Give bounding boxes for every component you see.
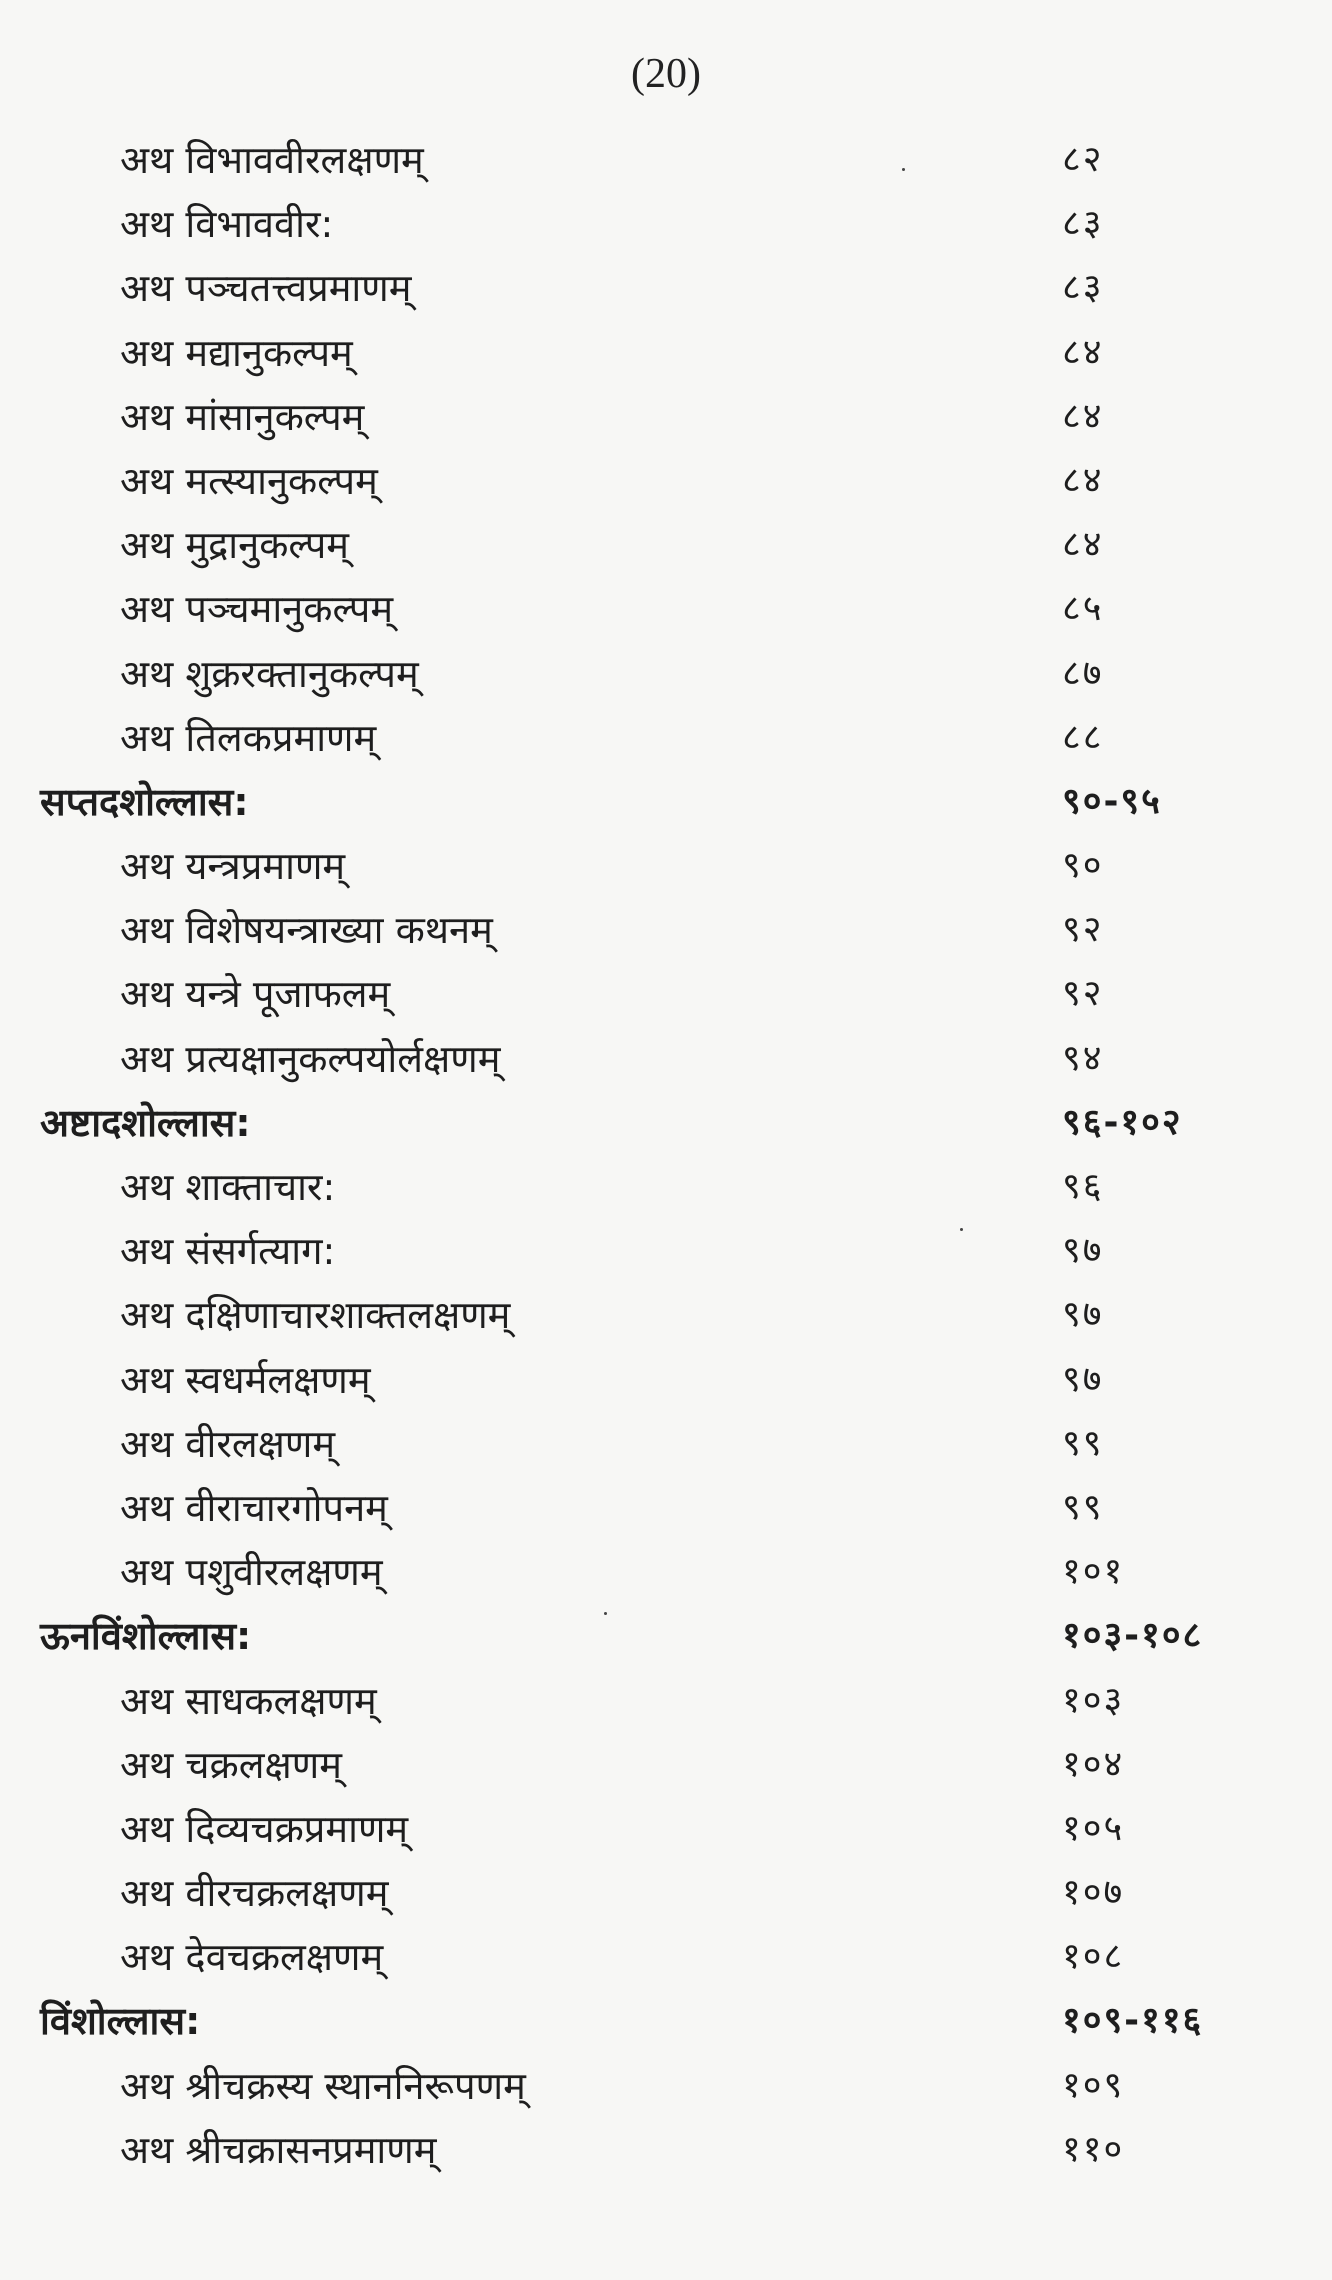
entry-title: अथ देवचक्रलक्षणम्	[120, 1935, 384, 1980]
toc-section-heading	[0, 1091, 1332, 1155]
entry-page-number: ९२	[1062, 909, 1104, 951]
print-speck	[960, 1228, 963, 1231]
entry-title: अथ विशेषयन्त्राख्या कथनम्	[120, 908, 493, 953]
toc-entry	[0, 1733, 1332, 1797]
entry-page-number: ८७	[1062, 652, 1104, 694]
page-number: (20)	[631, 51, 701, 97]
entry-page-number: ९९	[1062, 1422, 1104, 1464]
entry-page-number: ८२	[1062, 139, 1104, 180]
toc-entry	[0, 192, 1332, 256]
section-page-range: ९६-१०२	[1062, 1101, 1183, 1143]
entry-title: अथ स्वधर्मलक्षणम्	[120, 1357, 371, 1402]
entry-title: अथ वीरलक्षणम्	[120, 1421, 336, 1466]
entry-title: अथ वीरचक्रलक्षणम्	[120, 1871, 389, 1916]
toc-entry	[0, 2054, 1332, 2118]
toc-entry	[0, 2118, 1332, 2182]
entry-page-number: १०३	[1062, 1679, 1125, 1721]
entry-title: अथ मत्स्यानुकल्पम्	[120, 458, 378, 503]
entry-page-number: ९६	[1062, 1166, 1104, 1207]
entry-title: अथ शुक्ररक्तानुकल्पम्	[120, 651, 419, 696]
entry-title: अथ यन्त्रे पूजाफलम्	[120, 972, 391, 1017]
toc-section-heading	[0, 1604, 1332, 1668]
toc-entry	[0, 706, 1332, 770]
toc-section-heading	[0, 770, 1332, 834]
entry-page-number: ९७	[1062, 1358, 1104, 1400]
section-title: सप्तदशोल्लास:	[40, 779, 249, 824]
section-title: ऊनविंशोल्लास:	[40, 1614, 252, 1659]
section-page-range: १०९-११६	[1062, 2000, 1204, 2042]
entry-title: अथ मद्यानुकल्पम्	[120, 330, 353, 375]
entry-page-number: ८८	[1062, 716, 1104, 758]
table-of-contents	[0, 128, 1332, 2182]
toc-entry	[0, 1925, 1332, 1989]
entry-title: अथ चक्रलक्षणम्	[120, 1742, 342, 1787]
entry-page-number: ९७	[1062, 1294, 1104, 1336]
entry-title: अथ तिलकप्रमाणम्	[120, 715, 377, 760]
entry-page-number: ९७	[1062, 1230, 1104, 1272]
toc-entry	[0, 898, 1332, 962]
toc-entry	[0, 1797, 1332, 1861]
entry-title: अथ पशुवीरलक्षणम्	[120, 1550, 383, 1595]
toc-section-heading	[0, 1989, 1332, 2053]
entry-page-number: १०४	[1062, 1743, 1125, 1785]
entry-title: अथ विभाववीर:	[120, 202, 334, 247]
toc-entry	[0, 1155, 1332, 1219]
toc-entry	[0, 1669, 1332, 1733]
entry-page-number: ९९	[1062, 1486, 1104, 1528]
entry-page-number: १०९	[1062, 2064, 1125, 2106]
entry-title: अथ संसर्गत्याग:	[120, 1229, 336, 1274]
entry-page-number: ९०	[1062, 845, 1104, 887]
section-page-range: १०३-१०८	[1062, 1615, 1204, 1657]
toc-entry	[0, 834, 1332, 898]
toc-entry	[0, 449, 1332, 513]
section-page-range: ९०-९५	[1062, 780, 1162, 822]
toc-entry	[0, 256, 1332, 320]
toc-entry	[0, 1027, 1332, 1091]
entry-page-number: ८५	[1062, 588, 1104, 630]
section-title: अष्टादशोल्लास:	[40, 1100, 251, 1145]
entry-title: अथ दक्षिणाचारशाक्तलक्षणम्	[120, 1293, 511, 1338]
toc-entry	[0, 642, 1332, 706]
print-speck	[604, 1612, 607, 1615]
entry-title: अथ साधकलक्षणम्	[120, 1678, 377, 1723]
entry-title: अथ शाक्ताचार:	[120, 1165, 336, 1209]
entry-title: अथ पञ्चमानुकल्पम्	[120, 587, 394, 632]
entry-page-number: ९४	[1062, 1037, 1104, 1079]
entry-title: अथ मांसानुकल्पम्	[120, 394, 365, 439]
entry-title: अथ विभाववीरलक्षणम्	[120, 138, 424, 182]
entry-title: अथ यन्त्रप्रमाणम्	[120, 844, 346, 889]
toc-entry	[0, 1219, 1332, 1283]
entry-page-number: ८४	[1062, 331, 1104, 373]
entry-page-number: ८४	[1062, 395, 1104, 437]
toc-entry	[0, 1540, 1332, 1604]
entry-page-number: १०१	[1062, 1551, 1125, 1593]
toc-entry	[0, 1861, 1332, 1925]
entry-page-number: १०७	[1062, 1872, 1125, 1914]
toc-entry	[0, 1348, 1332, 1412]
entry-page-number: ८४	[1062, 459, 1104, 501]
entry-title: अथ दिव्यचक्रप्रमाणम्	[120, 1806, 409, 1851]
entry-page-number: ८४	[1062, 524, 1104, 566]
toc-entry	[0, 962, 1332, 1026]
entry-page-number: ८३	[1062, 203, 1104, 245]
entry-page-number: ९२	[1062, 973, 1104, 1015]
entry-title: अथ पञ्चतत्त्वप्रमाणम्	[120, 266, 412, 311]
section-title: विंशोल्लास:	[40, 1999, 201, 2044]
toc-entry	[0, 1476, 1332, 1540]
toc-entry	[0, 321, 1332, 385]
entry-page-number: ११०	[1062, 2128, 1125, 2170]
entry-page-number: १०५	[1062, 1807, 1125, 1849]
entry-page-number: १०८	[1062, 1936, 1125, 1978]
entry-title: अथ श्रीचक्रासनप्रमाणम्	[120, 2127, 437, 2172]
toc-entry	[0, 1283, 1332, 1347]
print-speck	[902, 168, 905, 171]
toc-entry	[0, 385, 1332, 449]
toc-entry	[0, 513, 1332, 577]
toc-entry	[0, 128, 1332, 192]
toc-entry	[0, 577, 1332, 641]
entry-title: अथ वीराचारगोपनम्	[120, 1485, 388, 1530]
entry-title: अथ श्रीचक्रस्य स्थाननिरूपणम्	[120, 2063, 526, 2108]
entry-title: अथ प्रत्यक्षानुकल्पयोर्लक्षणम्	[120, 1036, 501, 1081]
toc-entry	[0, 1412, 1332, 1476]
entry-title: अथ मुद्रानुकल्पम्	[120, 523, 350, 568]
entry-page-number: ८३	[1062, 267, 1104, 309]
